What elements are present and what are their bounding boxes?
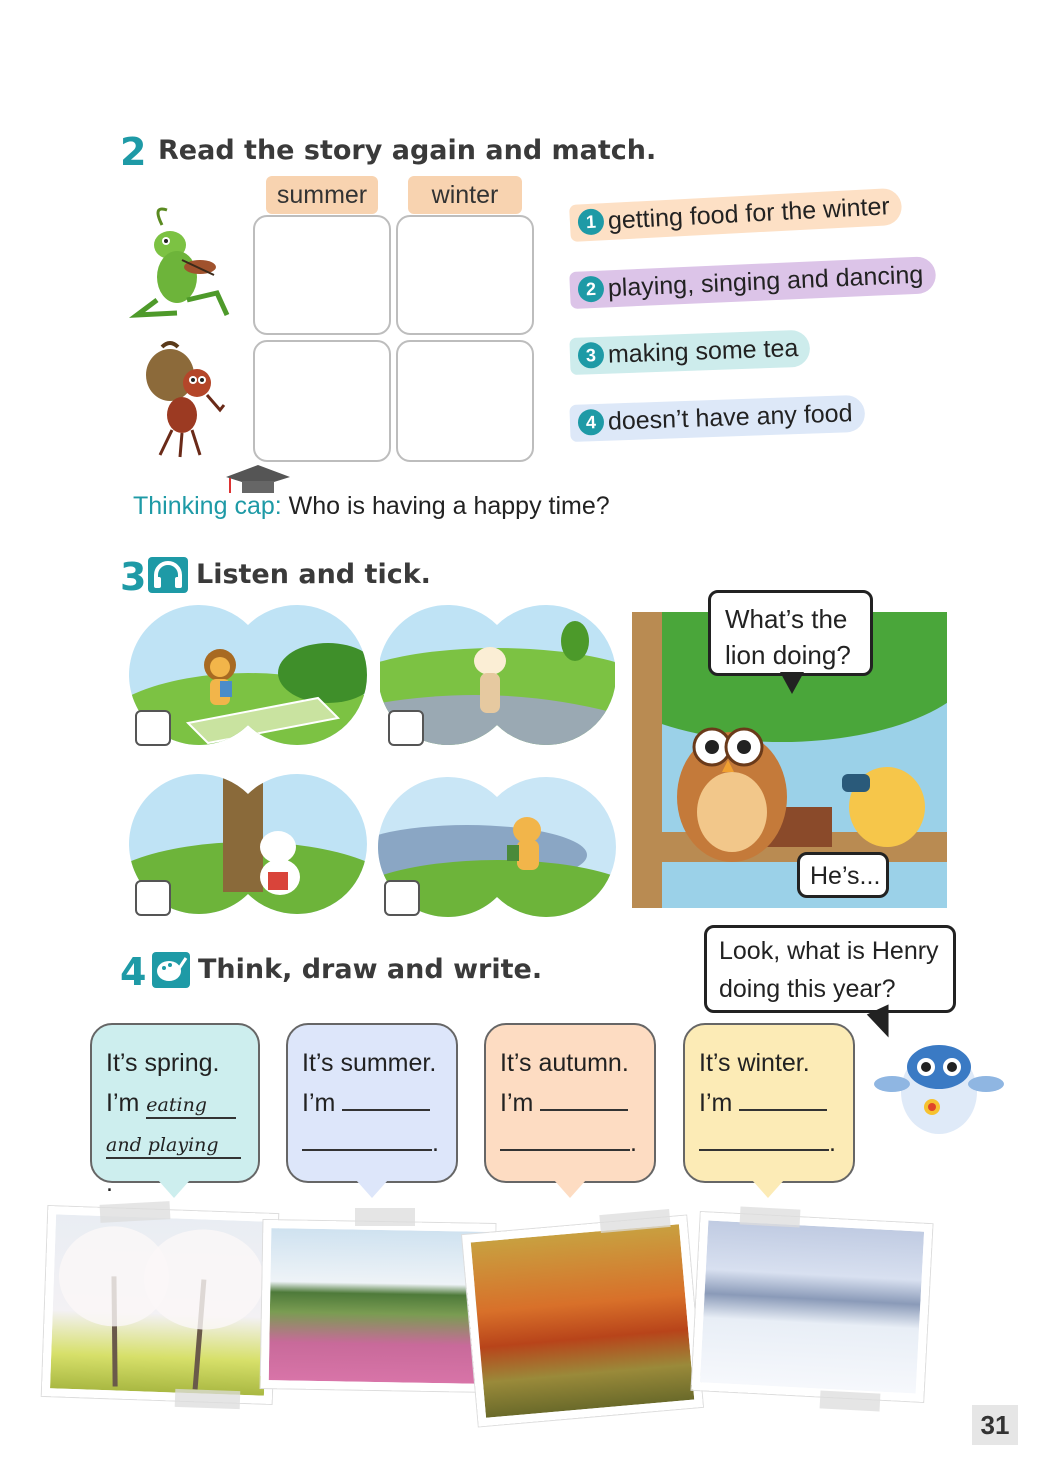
number-badge: 2 xyxy=(577,276,604,303)
answer-blank-1[interactable] xyxy=(342,1087,430,1111)
card-season-text: It’s autumn. xyxy=(500,1049,629,1077)
robot-speech-bubble xyxy=(704,925,956,1013)
card-line-1 xyxy=(106,1083,244,1123)
card-season-text: It’s spring. xyxy=(106,1049,220,1077)
section-4-number: 4 xyxy=(120,950,147,994)
answer-blank-1[interactable] xyxy=(540,1087,628,1111)
match-box-ant-winter[interactable] xyxy=(396,340,534,462)
handwritten-answer-1[interactable]: eating xyxy=(146,1093,236,1119)
card-tail xyxy=(752,1180,784,1198)
im-text: I’m xyxy=(106,1089,140,1117)
card-period: . xyxy=(106,1169,113,1197)
card-winter xyxy=(683,1023,855,1183)
headphones-icon xyxy=(148,557,188,593)
card-tail xyxy=(356,1180,388,1198)
phrase-text: playing, singing and dancing xyxy=(607,260,924,303)
card-line-1 xyxy=(500,1083,640,1123)
section-3-number: 3 xyxy=(120,555,147,599)
photo-autumn-trees xyxy=(462,1216,703,1427)
phrase-text: getting food for the winter xyxy=(607,192,891,235)
card-tail xyxy=(158,1180,190,1198)
robot-line-2: doing this year? xyxy=(719,975,896,1003)
card-season-text: It’s winter. xyxy=(699,1049,810,1077)
paint-palette-icon xyxy=(152,952,190,988)
match-box-grasshopper-summer[interactable] xyxy=(253,215,391,335)
card-tail xyxy=(554,1180,586,1198)
card-period: . xyxy=(829,1129,836,1157)
bubble-tail xyxy=(780,672,804,694)
thinking-cap-question: Who is having a happy time? xyxy=(288,492,610,520)
phrase-1 xyxy=(569,188,903,242)
section-2-number: 2 xyxy=(120,130,147,174)
match-box-grasshopper-winter[interactable] xyxy=(396,215,534,335)
match-box-ant-summer[interactable] xyxy=(253,340,391,462)
thinking-cap-line xyxy=(133,492,610,521)
tick-box-1[interactable] xyxy=(135,710,171,746)
answer-blank-2[interactable] xyxy=(500,1127,630,1151)
card-period: . xyxy=(630,1129,637,1157)
thinking-cap-label: Thinking cap: xyxy=(133,492,282,520)
tab-winter: winter xyxy=(408,176,522,214)
phrase-3 xyxy=(569,330,811,375)
tape xyxy=(100,1201,171,1223)
owl-answer-bubble: He’s... xyxy=(797,852,889,898)
card-season-text: It’s summer. xyxy=(302,1049,437,1077)
phrase-4 xyxy=(569,395,865,442)
photo-winter-snow xyxy=(692,1212,933,1402)
answer-blank-2[interactable] xyxy=(699,1127,829,1151)
answer-blank-1[interactable] xyxy=(739,1087,827,1111)
tape xyxy=(355,1208,415,1226)
section-2-title: Read the story again and match. xyxy=(158,135,657,166)
im-text: I’m xyxy=(302,1089,336,1117)
card-line-2 xyxy=(302,1123,442,1163)
tape xyxy=(820,1390,881,1411)
bubble-line-2: lion doing? xyxy=(725,640,851,670)
tick-box-2[interactable] xyxy=(388,710,424,746)
bubble-line-1: What’s the xyxy=(725,604,848,634)
phrase-text: doesn’t have any food xyxy=(607,399,853,436)
robot-illustration xyxy=(874,1022,1004,1142)
card-line-1 xyxy=(302,1083,442,1123)
number-badge: 1 xyxy=(577,208,604,235)
tape xyxy=(175,1389,241,1409)
phrase-2 xyxy=(569,256,936,309)
tab-summer: summer xyxy=(266,176,378,214)
owl-question-bubble xyxy=(708,590,873,676)
card-line-1 xyxy=(699,1083,839,1123)
im-text: I’m xyxy=(500,1089,534,1117)
section-3-title: Listen and tick. xyxy=(196,559,431,590)
grasshopper-illustration xyxy=(122,205,237,325)
handwritten-answer-2[interactable]: and playing xyxy=(106,1133,241,1159)
number-badge: 3 xyxy=(578,342,605,369)
photo-summer-field xyxy=(261,1220,496,1392)
tape xyxy=(740,1206,801,1227)
im-text: I’m xyxy=(699,1089,733,1117)
card-period: . xyxy=(432,1129,439,1157)
number-badge: 4 xyxy=(578,409,605,436)
card-autumn xyxy=(484,1023,656,1183)
card-spring xyxy=(90,1023,260,1197)
card-line-2 xyxy=(500,1123,640,1163)
page-number: 31 xyxy=(972,1405,1018,1445)
tick-box-4[interactable] xyxy=(384,880,420,916)
ant-illustration xyxy=(132,335,232,460)
phrase-text: making some tea xyxy=(607,334,799,369)
section-4-title: Think, draw and write. xyxy=(198,954,543,985)
photo-spring-blossom xyxy=(42,1206,278,1404)
robot-line-1: Look, what is Henry xyxy=(719,937,939,965)
tick-box-3[interactable] xyxy=(135,880,171,916)
card-summer xyxy=(286,1023,458,1183)
card-line-2 xyxy=(699,1123,839,1163)
answer-blank-2[interactable] xyxy=(302,1127,432,1151)
